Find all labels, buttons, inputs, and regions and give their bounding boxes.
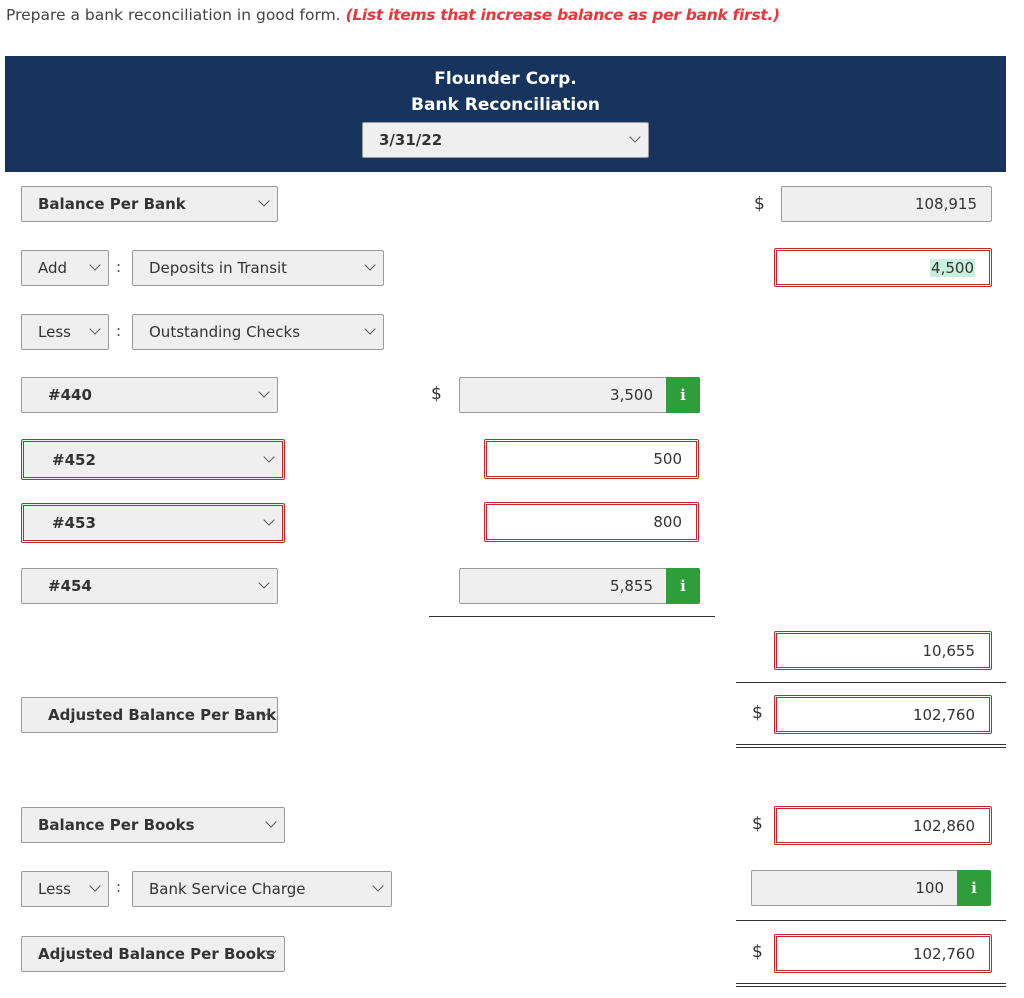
dollar-sign: $ [431, 384, 442, 404]
chevron-down-icon [265, 816, 276, 827]
add-operator-label: Add [38, 259, 68, 277]
check-440-value: 3,500 [610, 386, 653, 404]
outstanding-checks-select[interactable] [132, 314, 384, 350]
check-453-amount[interactable] [484, 502, 699, 542]
outstanding-checks-total[interactable] [774, 631, 992, 670]
less-books-operator-select[interactable] [21, 871, 109, 907]
statement-title: Bank Reconciliation [410, 95, 600, 115]
adjusted-balance-books-value: 102,760 [912, 944, 975, 963]
balance-per-books-label: Balance Per Books [38, 816, 195, 834]
check-454-value: 5,855 [610, 577, 653, 595]
outstanding-checks-label: Outstanding Checks [149, 323, 301, 341]
balance-per-books-select[interactable] [21, 807, 285, 843]
chevron-down-icon [258, 386, 269, 397]
check-454-label: #454 [48, 577, 92, 595]
balance-per-bank-select[interactable] [21, 186, 278, 222]
instruction-main: Prepare a bank reconciliation in good form. [6, 6, 341, 24]
adjusted-balance-bank-select[interactable] [21, 697, 278, 733]
check-440-select[interactable] [21, 377, 278, 413]
balance-per-books-amount[interactable] [774, 806, 992, 845]
deposits-in-transit-value: 4,500 [931, 258, 974, 277]
chevron-down-icon [89, 259, 100, 270]
bank-service-charge-value: 100 [915, 879, 944, 897]
chevron-down-icon [258, 577, 269, 588]
subtotal-rule [429, 616, 715, 617]
check-452-select[interactable] [21, 439, 285, 480]
info-icon[interactable]: i [957, 870, 991, 906]
adjusted-balance-bank-amount[interactable] [774, 695, 992, 734]
date-select[interactable] [362, 122, 649, 158]
instruction-hint: (List items that increase balance as per bank first.) [345, 6, 780, 24]
bank-service-charge-label: Bank Service Charge [149, 880, 306, 898]
dollar-sign: $ [752, 703, 763, 723]
bank-service-charge-select[interactable] [132, 871, 392, 907]
check-453-value: 800 [653, 513, 682, 531]
dollar-sign: $ [752, 814, 763, 834]
colon-separator: : [116, 322, 122, 340]
add-operator-select[interactable] [21, 250, 109, 286]
check-440-amount[interactable] [459, 377, 700, 413]
less-operator-select[interactable] [21, 314, 109, 350]
adjusted-balance-bank-label: Adjusted Balance Per Bank [48, 706, 277, 724]
total-rule [736, 682, 1006, 683]
chevron-down-icon [89, 880, 100, 891]
colon-separator: : [116, 258, 122, 276]
check-452-value: 500 [653, 450, 682, 468]
check-452-label: #452 [52, 450, 96, 469]
chevron-down-icon [364, 323, 375, 334]
balance-per-bank-value: 108,915 [914, 195, 977, 213]
outstanding-checks-total-value: 10,655 [922, 641, 975, 660]
colon-separator: : [116, 878, 122, 896]
adjusted-balance-books-amount[interactable] [774, 934, 992, 973]
info-icon[interactable]: i [666, 377, 700, 413]
balance-per-books-value: 102,860 [912, 816, 975, 835]
reconciliation-header [5, 56, 1006, 172]
check-454-select[interactable] [21, 568, 278, 604]
date-select-value: 3/31/22 [379, 131, 443, 149]
dollar-sign: $ [754, 194, 765, 214]
less-books-operator-label: Less [38, 880, 71, 898]
company-name: Flounder Corp. [434, 69, 577, 89]
deposits-in-transit-label: Deposits in Transit [149, 259, 288, 277]
total-rule [736, 920, 1006, 921]
double-underline [736, 744, 1006, 748]
check-454-amount[interactable] [459, 568, 700, 604]
check-453-select[interactable] [21, 503, 285, 543]
chevron-down-icon [364, 259, 375, 270]
deposits-in-transit-amount[interactable] [774, 248, 992, 287]
adjusted-balance-books-select[interactable] [21, 936, 285, 972]
chevron-down-icon [258, 195, 269, 206]
instruction-text [6, 6, 780, 24]
dollar-sign: $ [752, 942, 763, 962]
adjusted-balance-bank-value: 102,760 [912, 705, 975, 724]
chevron-down-icon [263, 451, 274, 462]
chevron-down-icon [629, 131, 640, 142]
double-underline [736, 983, 1006, 987]
balance-per-bank-label: Balance Per Bank [38, 195, 186, 213]
adjusted-balance-books-label: Adjusted Balance Per Books [38, 945, 275, 963]
check-453-label: #453 [52, 514, 96, 532]
less-operator-label: Less [38, 323, 71, 341]
check-452-amount[interactable] [484, 439, 699, 479]
bank-service-charge-amount[interactable] [751, 870, 991, 906]
chevron-down-icon [89, 323, 100, 334]
chevron-down-icon [263, 514, 274, 525]
balance-per-bank-amount[interactable] [781, 186, 992, 222]
deposits-in-transit-select[interactable] [132, 250, 384, 286]
chevron-down-icon [372, 880, 383, 891]
info-icon[interactable]: i [666, 568, 700, 604]
check-440-label: #440 [48, 386, 92, 404]
